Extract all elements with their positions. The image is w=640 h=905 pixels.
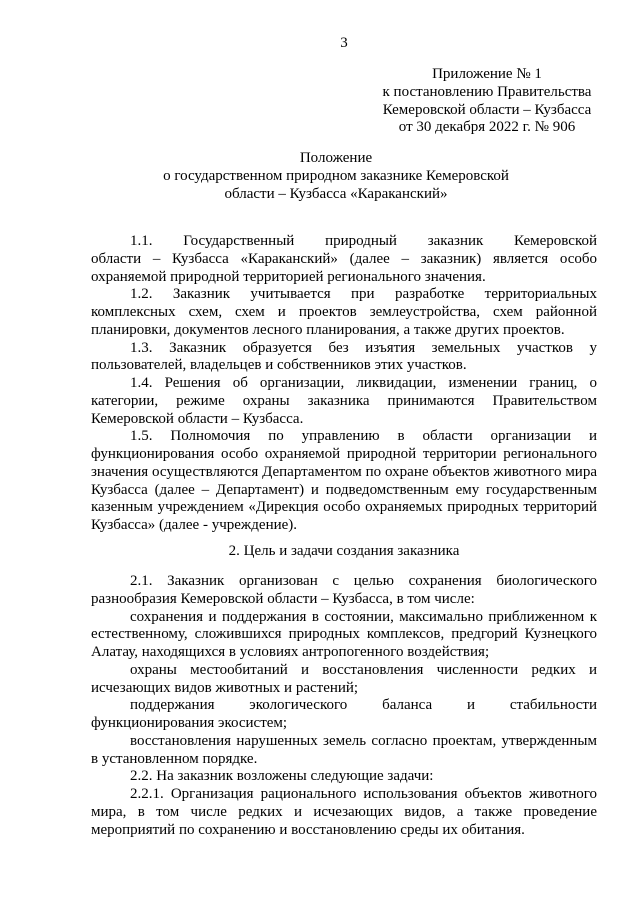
text-line: мероприятий по сохранению и восстановлению среды их обитания. <box>91 821 525 838</box>
text-line: планировки, документов лесного планирования, а также других проектов. <box>91 321 565 338</box>
text-line: комплексных схем, схем и проектов землеустройства, схем районной <box>91 304 597 320</box>
appendix-line: Приложение № 1 <box>432 66 542 82</box>
paragraph-2-1 <box>91 573 597 609</box>
text-line: 1.1. Государственный природный заказник Кемеровской <box>130 233 597 249</box>
text-line: 1.2. Заказник учитывается при разработке территориальных <box>130 286 597 303</box>
text-line: казенным учреждением «Дирекция особо охраняемых природных территорий <box>91 499 597 516</box>
text-line: мира, в том числе редких и исчезающих видов, а также проведение <box>91 803 597 820</box>
text-line: 2.2.1. Организация рационального использования объектов животного <box>130 786 597 802</box>
paragraph-2-2 <box>91 768 597 786</box>
text-line: естественному, сложившихся природных комплексов, предгорий Кузнецкого <box>91 626 597 643</box>
text-line: 1.5. Полномочия по управлению в области организации и <box>130 428 597 445</box>
paragraph-1-5 <box>91 428 597 535</box>
appendix-line: от 30 декабря 2022 г. № 906 <box>398 119 576 136</box>
text-line: 1.3. Заказник образуется без изъятия земельных участков у <box>130 339 597 356</box>
text-line: 2.1. Заказник организован с целью сохранения биологического <box>130 573 597 589</box>
text-line: функционирования особо охраняемой природной территории регионального <box>91 446 597 462</box>
title-line: области – Кузбасса «Караканский» <box>224 185 448 202</box>
title-line: Положение <box>299 150 373 166</box>
paragraph-1-2 <box>91 286 597 339</box>
paragraph-2-1-item-2 <box>91 662 597 698</box>
text-line: области – Кузбасса «Караканский» (далее – заказник) является особо <box>91 250 597 267</box>
text-line: значения осуществляются Департаментом по охране объектов животного мира <box>91 463 597 480</box>
paragraph-2-1-item-4 <box>91 733 597 769</box>
section-1 <box>91 233 597 535</box>
paragraph-2-1-item-1 <box>91 609 597 662</box>
title-line: о государственном природном заказнике Кемеровской <box>163 167 509 184</box>
text-line: в установленном порядке. <box>91 750 258 767</box>
paragraph-1-4 <box>91 375 597 428</box>
text-line: 1.4. Решения об организации, ликвидации, изменении границ, о <box>130 375 597 391</box>
paragraph-2-1-item-3 <box>91 697 597 733</box>
paragraph-2-2-1 <box>91 786 597 839</box>
text-line: Кузбасса» (далее - учреждение). <box>91 517 298 533</box>
appendix-line: Кемеровской области – Кузбасса <box>382 101 592 118</box>
text-line: охраны местообитаний и восстановления численности редких и <box>130 661 597 678</box>
text-line: пользователей, владельцев и собственников этих участков. <box>91 357 467 374</box>
text-line: охраняемой природной территорией регионального значения. <box>91 268 486 285</box>
text-line: Кузбасса (далее – Департамент) и подведомственным ему государственным <box>91 481 597 498</box>
paragraph-1-1 <box>91 233 597 286</box>
text-line: Алатау, находящихся в условиях антропогенного воздействия; <box>91 644 490 660</box>
text-line: сохранения и поддержания в состоянии, максимально приближенном к <box>130 608 597 625</box>
text-line: Кемеровской области – Кузбасса. <box>91 410 304 427</box>
page-number: 3 <box>340 35 348 51</box>
appendix-header <box>367 66 607 137</box>
section-2-heading: 2. Цель и задачи создания заказника <box>228 543 460 559</box>
document-title <box>91 150 581 203</box>
text-line: исчезающих видов животных и растений; <box>91 679 359 696</box>
paragraph-1-3 <box>91 340 597 376</box>
text-line: 2.2. На заказник возложены следующие задачи: <box>130 768 434 785</box>
text-line: функционирования экосистем; <box>91 715 288 731</box>
text-line: разнообразия Кемеровской области – Кузбасса, в том числе: <box>91 590 475 607</box>
appendix-line: к постановлению Правительства <box>382 83 592 100</box>
text-line: восстановления нарушенных земель согласно проектам, утвержденным <box>130 732 597 749</box>
text-line: поддержания экологического баланса и стабильности <box>130 697 597 714</box>
text-line: категории, режиме охраны заказника принимаются Правительством <box>91 392 597 409</box>
section-2 <box>91 573 597 839</box>
